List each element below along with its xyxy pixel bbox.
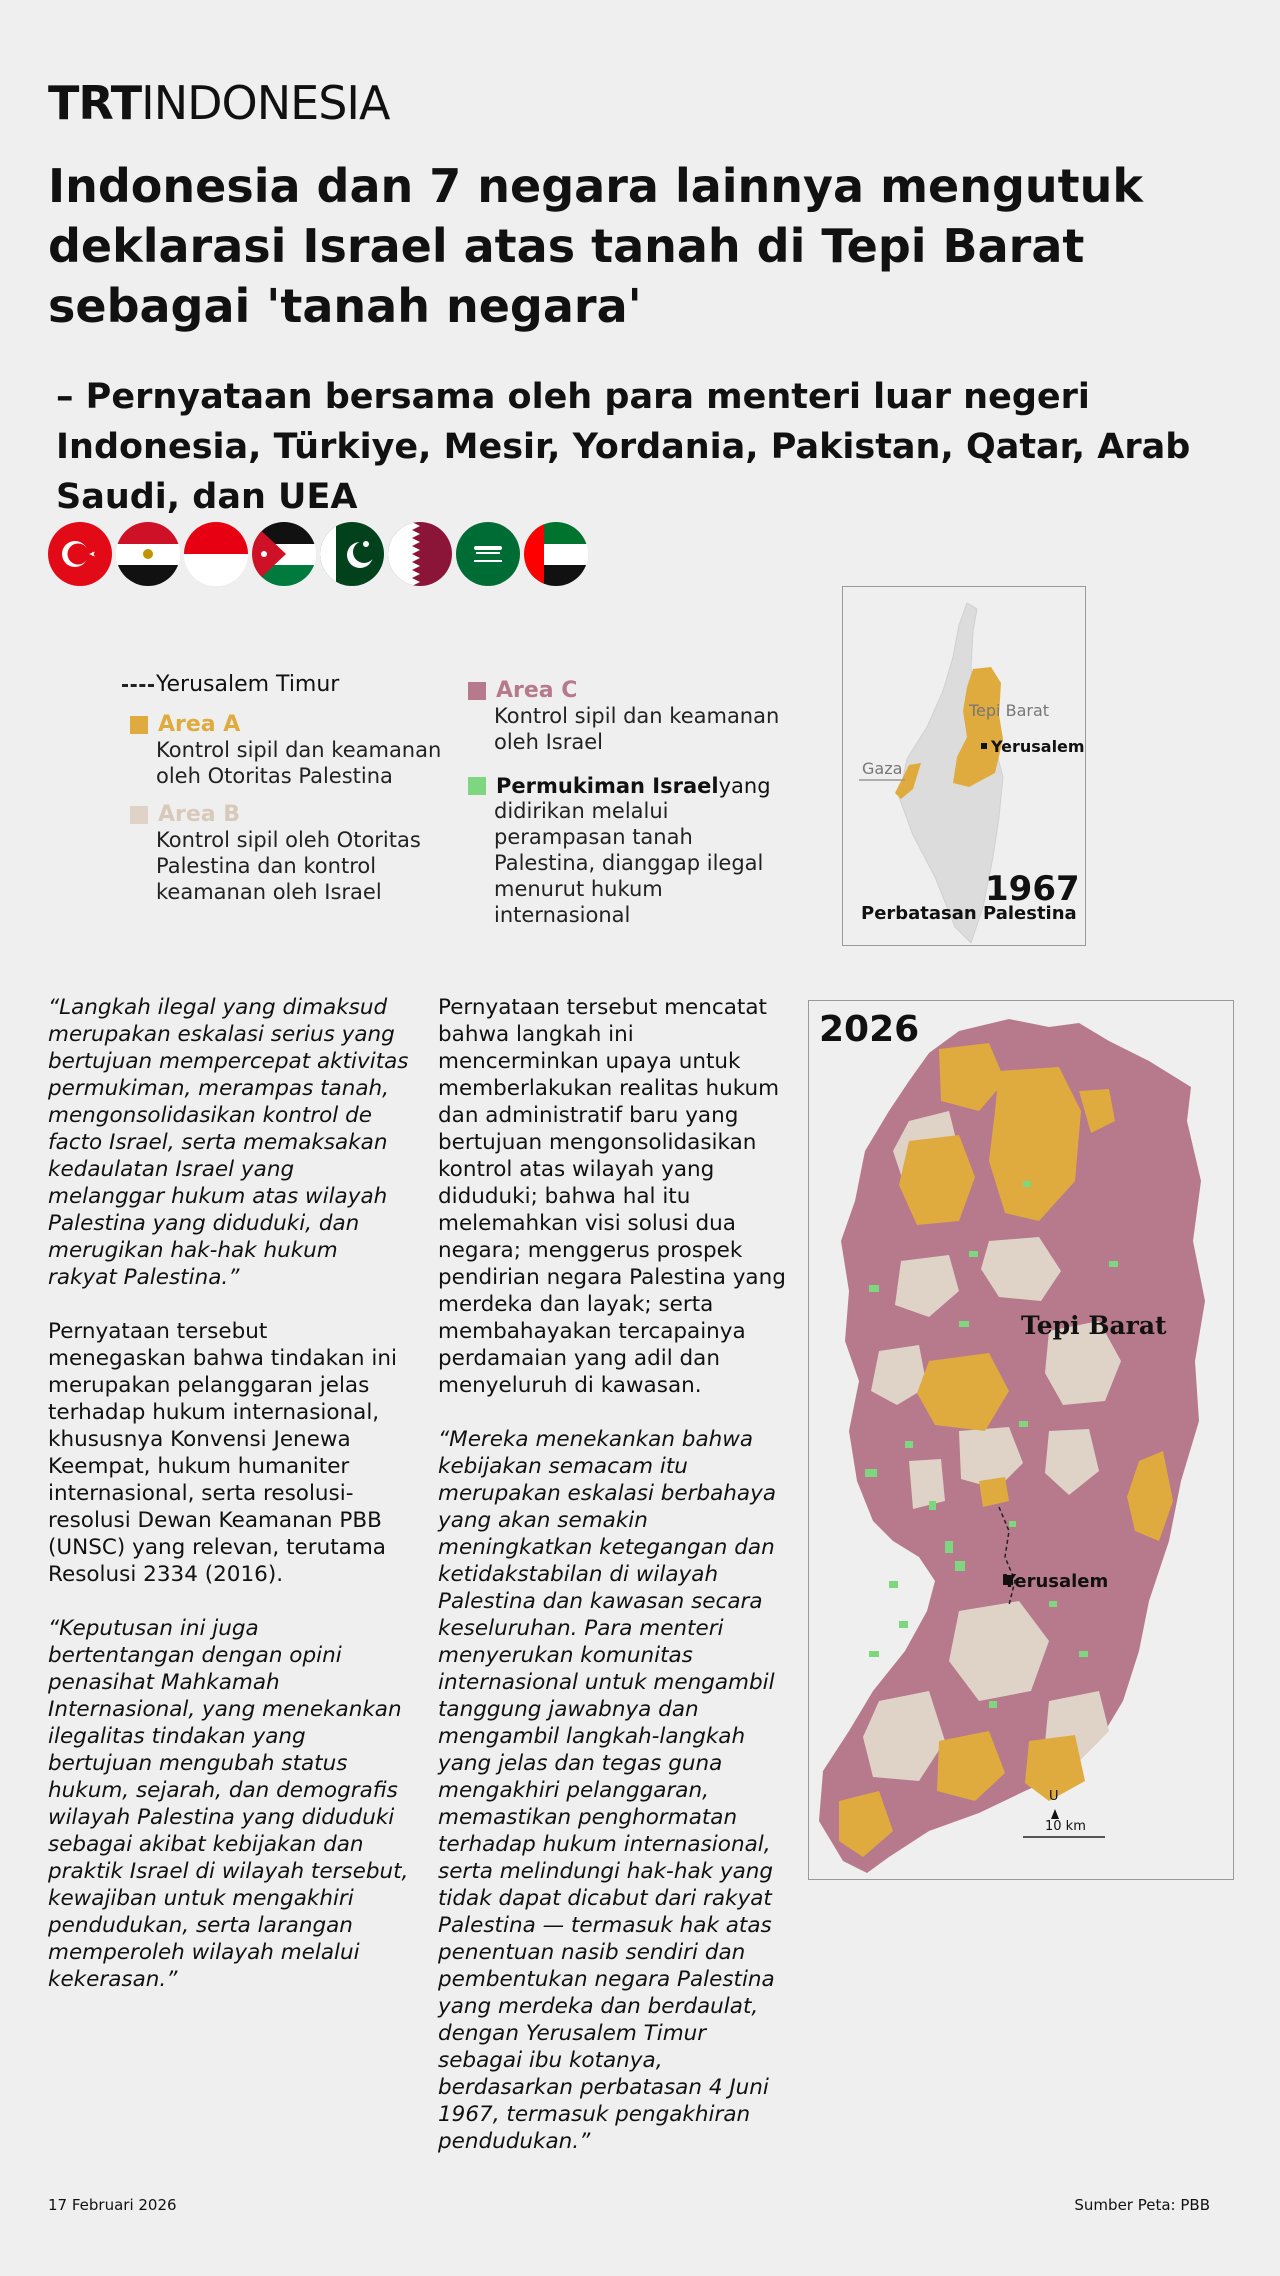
inset-map-1967: [842, 586, 1086, 946]
legend-area-c: [468, 678, 814, 755]
inset-year: 1967: [985, 869, 1080, 909]
dashed-line-icon: [122, 684, 154, 687]
scale-label: 10 km: [1045, 1819, 1086, 1834]
legend-settlements: [468, 774, 774, 928]
legend-east-jerusalem-label: Yerusalem Timur: [156, 672, 340, 697]
headline: Indonesia dan 7 negara lainnya mengutuk deklarasi Israel atas tanah di Tepi Barat sebagai 'tanah negara': [48, 159, 1143, 333]
area-b-title: Area B: [158, 802, 241, 827]
saudi-arabia-flag: [456, 522, 520, 586]
inset-label-west-bank: Tepi Barat: [969, 701, 1050, 720]
brand-logo: [48, 76, 389, 130]
jordan-flag: [252, 522, 316, 586]
area-a-desc: Kontrol sipil dan keamanan oleh Otoritas Palestina: [156, 738, 442, 788]
subheadline: – Pernyataan bersama oleh para menteri luar negeri Indonesia, Türkiye, Mesir, Yordania, Pakistan, Qatar, Arab Saudi, dan UEA: [56, 377, 1191, 517]
north-label: U: [1049, 1789, 1059, 1804]
legend-east-jerusalem: [122, 672, 339, 697]
area-b-swatch: [130, 806, 148, 824]
quote-left-2: “Keputusan ini juga bertentangan dengan opini penasihat Mahkamah Internasional, yang menekankan ilegalitas tindakan yang bertujuan mengubah status hukum, sejarah, dan demografis wilayah Palestina yang diduduki sebagai akibat kebijakan dan praktik Israel di wilayah tersebut, kewajiban untuk mengakhiri pendudukan, serta larangan memperoleh wilayah melalui kekerasan.”: [48, 1616, 409, 1992]
settlement-swatch: [468, 777, 486, 795]
turkiye-flag: [48, 522, 112, 586]
flag-row: [48, 522, 588, 586]
egypt-flag: [116, 522, 180, 586]
inset-caption: Perbatasan Palestina: [861, 903, 1077, 924]
area-c-desc: Kontrol sipil dan keamanan oleh Israel: [494, 704, 780, 754]
indonesia-flag: [184, 522, 248, 586]
brand-light: INDONESIA: [141, 76, 390, 130]
quote-left-1: “Langkah ilegal yang dimaksud merupakan eskalasi serius yang bertujuan mempercepat aktivitas permukiman, merampas tanah, mengonsolidasikan kontrol de facto Israel, serta memaksakan kedaulatan Israel yang melanggar hukum atas wilayah Palestina yang diduduki, dan merugikan hak-hak hukum rakyat Palestina.”: [48, 995, 409, 1290]
settlement-desc-first: yang: [718, 774, 771, 798]
map-year: 2026: [819, 1009, 920, 1050]
area-b-desc: Kontrol sipil oleh Otoritas Palestina dan kontrol keamanan oleh Israel: [156, 828, 421, 904]
legend-area-a: [130, 712, 476, 789]
area-c-title: Area C: [496, 678, 578, 703]
settlement-desc: didirikan melalui perampasan tanah Palestina, dianggap ilegal menurut hukum internasional: [494, 799, 764, 927]
footer-date: 17 Februari 2026: [48, 2196, 177, 2214]
map-2026-shape: [809, 1001, 1233, 1879]
quote-mid-1: “Mereka menekankan bahwa kebijakan semacam itu merupakan eskalasi berbahaya yang akan semakin meningkatkan ketegangan dan ketidakstabilan di wilayah Palestina dan kawasan secara keseluruhan. Para menteri menyerukan komunitas internasional untuk mengambil tanggung jawabnya dan mengambil langkah-langkah yang jelas dan tegas guna mengakhiri pelanggaran, memastikan penghormatan terhadap hukum internasional, serta melindungi hak-hak yang tidak dapat dicabut dari rakyat Palestina — termasuk hak atas penentuan nasib sendiri dan pembentukan negara Palestina yang merdeka dan berdaulat, dengan Yerusalem Timur sebagai ibu kotanya, berdasarkan perbatasan 4 Juni 1967, termasuk pengakhiran pendudukan.”: [438, 1427, 776, 2154]
uae-flag: [524, 522, 588, 586]
map-region-label: Tepi Barat: [1021, 1311, 1167, 1340]
map-2026: [808, 1000, 1234, 1880]
inset-label-city: Yerusalem: [991, 737, 1085, 756]
settlement-title: Permukiman Israel: [496, 774, 719, 798]
legend-area-b: [130, 802, 456, 905]
area-c-swatch: [468, 682, 486, 700]
paragraph-left-1: Pernyataan tersebut menegaskan bahwa tindakan ini merupakan pelanggaran jelas terhadap hukum internasional, khususnya Konvensi Jenewa Keempat, hukum humaniter internasional, serta resolusi-resolusi Dewan Keamanan PBB (UNSC) yang relevan, terutama Resolusi 2334 (2016).: [48, 1319, 397, 1587]
text-column-middle: [438, 994, 794, 2182]
text-column-left: [48, 994, 410, 2020]
footer-source: Sumber Peta: PBB: [1074, 2196, 1210, 2214]
pakistan-flag: [320, 522, 384, 586]
map-city-label: Yerusalem: [1003, 1571, 1109, 1592]
area-a-swatch: [130, 716, 148, 734]
brand-bold: TRT: [48, 76, 142, 130]
qatar-flag: [388, 522, 452, 586]
inset-label-gaza: Gaza: [862, 759, 903, 778]
area-a-title: Area A: [158, 712, 241, 737]
paragraph-mid-1: Pernyataan tersebut mencatat bahwa langkah ini mencerminkan upaya untuk memberlakukan realitas hukum dan administratif baru yang bertujuan mengonsolidasikan kontrol atas wilayah yang diduduki; bahwa hal itu melemahkan visi solusi dua negara; menggerus prospek pendirian negara Palestina yang merdeka dan layak; serta membahayakan tercapainya perdamaian yang adil dan menyeluruh di kawasan.: [438, 995, 786, 1398]
